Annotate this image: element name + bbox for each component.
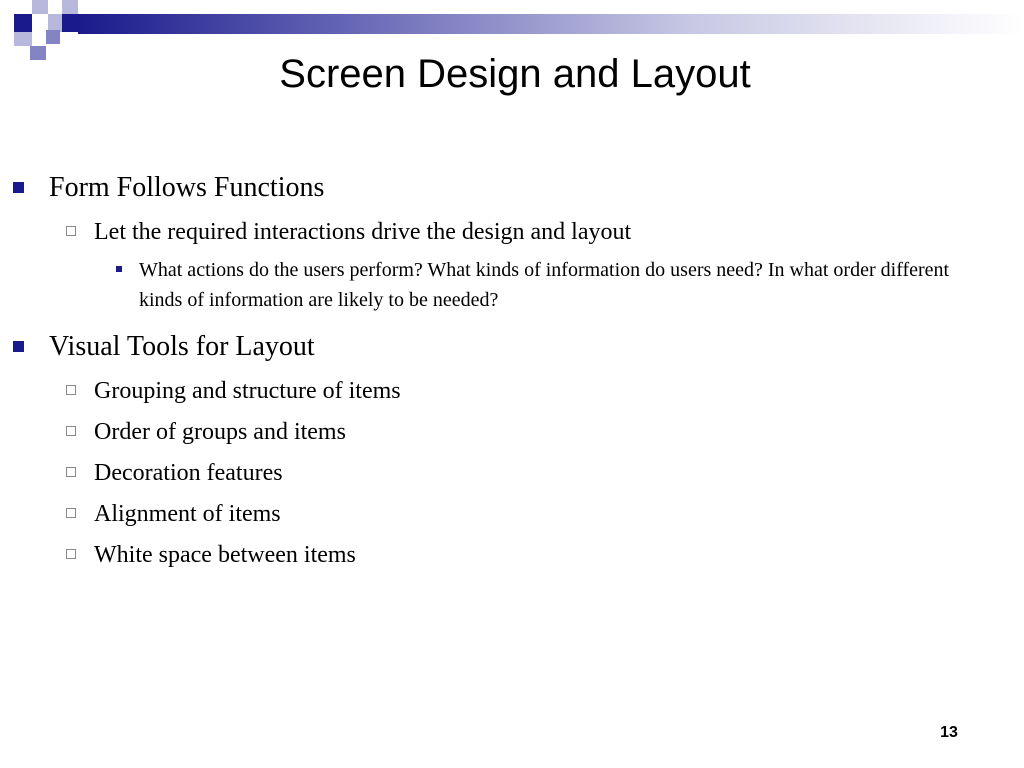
square-bullet-icon <box>13 182 24 193</box>
hollow-square-bullet-icon <box>66 508 76 518</box>
bullet-item <box>0 327 1024 367</box>
header-gradient-bar <box>78 14 1024 34</box>
hollow-square-bullet-icon <box>66 426 76 436</box>
slide-title: Screen Design and Layout <box>279 52 751 96</box>
sub-bullet-text: Grouping and structure of items <box>94 378 401 404</box>
sub-sub-bullet-item <box>0 255 1024 315</box>
hollow-square-bullet-icon <box>66 226 76 236</box>
decor-square <box>14 32 32 46</box>
slide-number: 13 <box>940 724 958 741</box>
small-square-bullet-icon <box>116 266 122 272</box>
sub-bullet-item <box>0 537 1024 573</box>
sub-bullet-item <box>0 496 1024 532</box>
sub-bullet-item <box>0 414 1024 450</box>
bullet-text: Form Follows Functions <box>49 172 325 203</box>
decor-square <box>46 30 60 44</box>
hollow-square-bullet-icon <box>66 385 76 395</box>
bullet-item <box>0 168 1024 208</box>
hollow-square-bullet-icon <box>66 467 76 477</box>
bullet-list <box>0 168 1024 578</box>
square-bullet-icon <box>13 341 24 352</box>
decor-square <box>62 0 78 14</box>
sub-bullet-item <box>0 373 1024 409</box>
sub-bullet-text: Order of groups and items <box>94 419 346 445</box>
decor-square <box>62 14 78 32</box>
sub-bullet-text: Let the required interactions drive the design and layout <box>94 219 632 245</box>
sub-bullet-text: Alignment of items <box>94 501 281 527</box>
decor-square <box>32 0 48 14</box>
sub-sub-bullet-text: What actions do the users perform? What kinds of information do users need? In what order different kinds of information are likely to be needed? <box>139 259 950 311</box>
decor-square <box>14 14 32 32</box>
hollow-square-bullet-icon <box>66 549 76 559</box>
sub-bullet-item <box>0 214 1024 250</box>
sub-bullet-item <box>0 455 1024 491</box>
bullet-text: Visual Tools for Layout <box>49 331 315 362</box>
sub-bullet-text: White space between items <box>94 542 356 568</box>
sub-bullet-text: Decoration features <box>94 460 283 486</box>
